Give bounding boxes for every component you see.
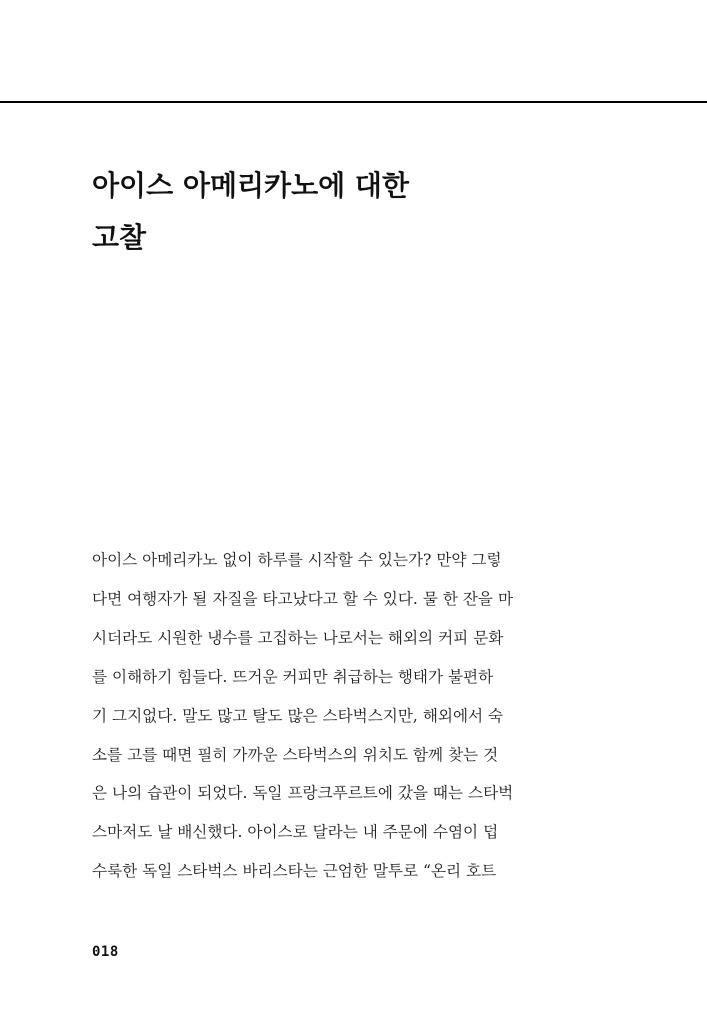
body-line: 소를 고를 때면 필히 가까운 스타벅스의 위치도 함께 찾는 것: [92, 745, 499, 764]
header-rule: [0, 101, 707, 103]
body-paragraph: [92, 541, 552, 891]
body-line: 스마저도 날 배신했다. 아이스로 달라는 내 주문에 수염이 덥: [92, 823, 499, 842]
chapter-title-line: 고찰: [92, 221, 147, 254]
body-line: 수룩한 독일 스타벅스 바리스타는 근엄한 말투로 “온리 호트: [92, 862, 497, 881]
body-line: 다면 여행자가 될 자질을 타고났다고 할 수 있다. 물 한 잔을 마: [92, 589, 514, 608]
body-line: 은 나의 습관이 되었다. 독일 프랑크푸르트에 갔을 때는 스타벅: [92, 784, 514, 803]
body-line: 기 그지없다. 말도 많고 탈도 많은 스타벅스지만, 해외에서 숙: [92, 706, 504, 725]
body-line: 아이스 아메리카노 없이 하루를 시작할 수 있는가? 만약 그렇: [92, 551, 502, 569]
body-line: 를 이해하기 힘들다. 뜨거운 커피만 취급하는 행태가 불편하: [92, 667, 494, 686]
chapter-title: [92, 160, 612, 264]
chapter-title-line: 아이스 아메리카노에 대한: [92, 169, 410, 202]
page-number: 018: [92, 944, 119, 960]
body-line: 시더라도 시원한 냉수를 고집하는 나로서는 해외의 커피 문화: [92, 628, 504, 647]
